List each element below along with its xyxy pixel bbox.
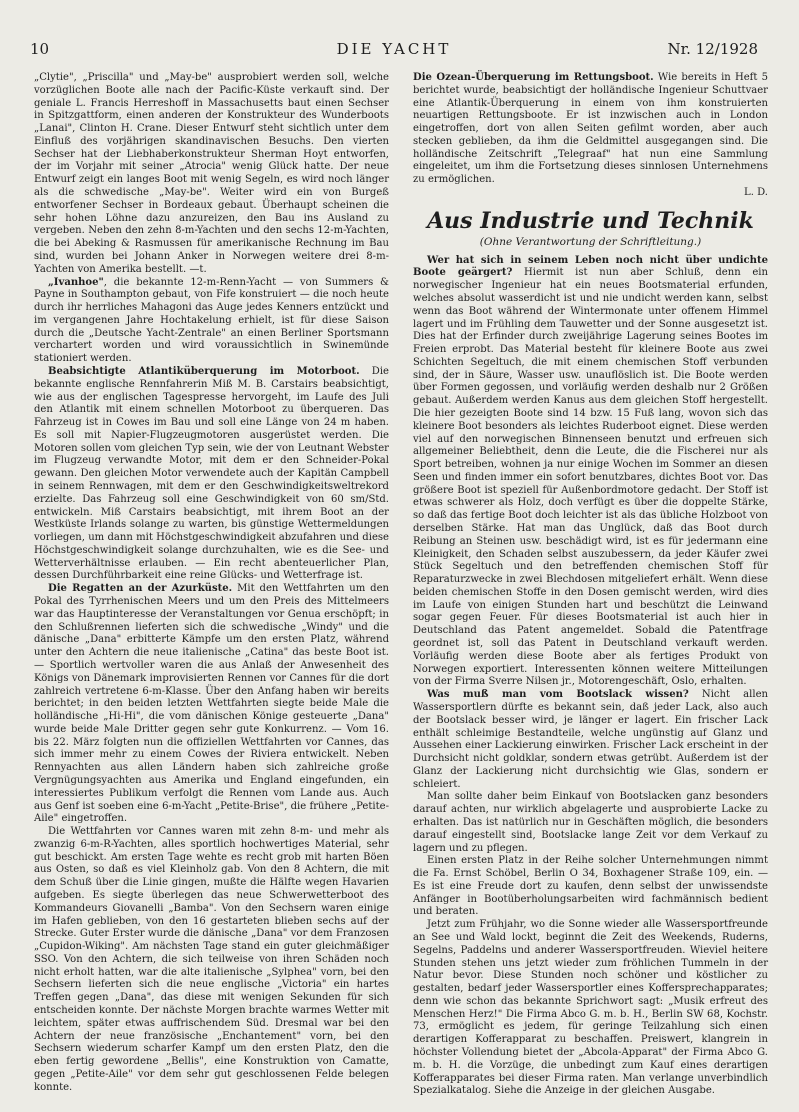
paragraph-leakproof-boats: Wer hat sich in seinem Leben noch nicht über undichte Boote geärgert? Hiermit ist nun aber Schluß, denn ein norwegischer Ingenieur hat ein neues Bootsmaterial erfunden, welches absolut wasserdicht ist und nie undicht werden kann, selbst wenn das Boot während der Wintermonate unter offenem Himmel lagert und im Frühling dem Tauwetter und der Sonne ausgesetzt ist. Dies hat der Erfinder durch zweijährige Lagerung seines Bootes im Freien erprobt. Das Material besteht für kleinere Boote aus zwei Schichten Segeltuch, die mit einem chemischen Stoff verbunden sind, der in Säure, Wasser usw. unauflöslich ist. Die Boote werden über Formen gegossen, und vorläufig werden deshalb nur 2 Größen gebaut. Außerdem werden Kanus aus dem gleichen Stoff hergestellt. Die hier gezeigten Boote sind 14 bzw. 15 Fuß lang, wovon sich das kleinere Boot besonders als leichtes Ruderboot eignet. Diese werden viel auf den norwegischen Binnenseen benutzt und erfreuen sich allgemeiner Beliebtheit, denn die Leute, die die Fischerei nur als Sport betreiben, wohnen ja nur einige Wochen im Sommer an diesen Seen und finden immer ein sofort benutzbares, dichtes Boot vor. Das größere Boot ist speziell für Außenbordmotore gedacht. Der Stoff ist etwas schwerer als Holz, doch verfügt es über die doppelte Stärke, so daß das fertige Boot doch leichter ist als das übliche Holzboot von derselben Stärke. Hat man das Unglück, daß das Boot durch Reibung an Steinen usw. beschädigt wird, ist es für jedermann eine Kleinigkeit, den Schaden selbst auszubessern, da jeder Käufer zwei Stück Segeltuch und den betreffenden chemischen Stoff für Reparaturzwecke in zwei Blechdosen mitgeliefert erhält. Wenn diese beiden chemischen Stoffe in den Dosen gemischt werden, wird dies im Laufe von einigen Stunden hart und beschützt die Leinwand sogar gegen Feuer. Für dieses Bootsmaterial ist auch hier in Deutschland das Patent angemeldet. Sobald die Patentfrage geordnet ist, soll das Patent in Deutschland verkauft werden. Vorläufig werden diese Boote aber als fertiges Produkt von Norwegen exportiert. Interessenten können weitere Mitteilungen von der Firma Sverre Nilsen jr., Motorengeschäft, Oslo, erhalten.	[413, 254, 768, 688]
paragraph-lifeboat-crossing: Die Ozean-Überquerung im Rettungsboot. Wie bereits in Heft 5 berichtet wurde, beabsichtigt der holländische Ingenieur Schuttvaer eine Atlantik-Überquerung in einem von ihm konstruierten neuartigen Rettungsboote. Er ist inzwischen auch in London eingetroffen, dort von allen Seiten gefilmt worden, aber auch stecken geblieben, da ihm die Geldmittel ausgegangen sind. Die holländische Zeitschrift „Telegraaf" hat nun eine Sammlung eingeleitet, um ihm die Fortsetzung dieses sinnlosen Unternehmens zu ermöglichen.	[413, 72, 768, 186]
page-number: 10	[30, 40, 50, 58]
page-header	[30, 40, 758, 62]
paragraph-cannes-races: Die Wettfahrten vor Cannes waren mit zehn 8-m- und mehr als zwanzig 6-m-R-Yachten, alles sportlich hochwertiges Material, sehr gut beschickt. Am ersten Tage wehte es recht grob mit harten Böen aus Osten, so daß es viel Kleinholz gab. Von den 8 Achtern, die mit dem Schuß über die Linie gingen, mußte die Hälfte wegen Havarien aufgeben. Es siegte überlegen das neue Schwerwetterboot des Kommandeurs Giovanelli „Bamba". Von den Sechsern waren einige im Hafen geblieben, von den 16 gestarteten blieben sechs auf der Strecke. Guter Erster wurde die dänische „Dana" vor dem Franzosen „Cupidon-Wiking". Am nächsten Tage stand ein guter gleichmäßiger SSO. Von den Achtern, die sich teilweise von ihren Schäden noch nicht erholt hatten, war die alte italienische „Sylphea" vorn, bei den Sechsern lieferten sich die neue englische „Victoria" ein hartes Treffen gegen „Dana", das diese mit wenigen Sekunden für sich entscheiden konnte. Der nächste Morgen brachte warmes Wetter mit leichtem, später etwas auffrischendem Süd. Dresmal war bei den Achtern der neue französische „Enchantement" vorn, bei den Sechsern wiederum scharfer Kampf um den ersten Platz, den die eben fertig gewordene „Bellis", eine Konstruktion von Camatte, gegen „Petite-Aile" vor dem sehr gut geschlossenen Felde belegen konnte.	[34, 826, 389, 1093]
section-heading: Aus Industrie und Technik	[427, 207, 754, 234]
paragraph-atlantic-motorboat: Beabsichtigte Atlantiküberquerung im Motorboot. Die bekannte englische Rennfahrerin Miß M. B. Carstairs beabsichtigt, wie aus der englischen Tagespresse hervorgeht, im Laufe des Juli den Atlantik mit einem schnellen Motorboot zu überqueren. Das Fahrzeug ist in Cowes im Bau und soll eine Länge von 24 m haben. Es soll mit Napier-Flugzeugmotoren ausgerüstet werden. Die Motoren sollen vom gleichen Typ sein, wie der von Leutnant Webster im Flugzeug verwandte Motor, mit dem er den Schneider-Pokal gewann. Den gleichen Motor verwendete auch der Kapitän Campbell in seinem Rennwagen, mit dem er den Geschwindigkeitsweltrekord erzielte. Das Fahrzeug soll eine Geschwindigkeit von 60 sm/Std. entwickeln. Miß Carstairs beabsichtigt, mit ihrem Boot an der Westküste Irlands solange zu warten, bis günstige Wettermeldungen vorliegen, um dann mit Höchstgeschwindigkeit abzufahren und diese Höchstgeschwindigkeit solange durchzuhalten, wie es die See- und Wetterverhältnisse erlauben. — Ein recht abenteuerlicher Plan, dessen Durchführbarkeit eine reine Glücks- und Wetterfrage ist.	[34, 365, 389, 582]
right-column	[413, 72, 768, 1098]
paragraph-azure-coast-regattas: Die Regatten an der Azurküste. Mit den Wettfahrten um den Pokal des Tyrrhenischen Meers und um den Preis des Mittelmeers war das Hauptinteresse der Veranstaltungen vor Genua erschöpft; in den Schlußrennen lieferten sich die schwedische „Windy" und die dänische „Dana" erbitterte Kämpfe um den ersten Platz, während unter den Achtern die neue italienische „Catina" das beste Boot ist. — Sportlich wertvoller waren die aus Anlaß der Anwesenheit des Königs von Dänemark improvisierten Rennen vor Cannes für die dort zahlreich vertretene 6-m-Klasse. Über den Anfang haben wir bereits berichtet; in den beiden letzten Wettfahrten siegte beide Male die holländische „Hi-Hi", die vom dänischen Könige gesteuerte „Dana" wurde beide Male Dritter gegen sehr gute Konkurrenz. — Vom 16. bis 22. März folgten nun die offiziellen Wettfahrten vor Cannes, das sich immer mehr zu einem Cowes der Riviera entwickelt. Neben Rennyachten aus allen Ländern haben sich zahlreiche große Vergnügungsyachten aus Amerika und England eingefunden, ein interessiertes Publikum verfolgt die Rennen vom Lande aus. Auch aus Genf ist soeben eine 6-m-Yacht „Petite-Brise", die frühere „Petite-Aile" eingetroffen.	[34, 583, 389, 825]
paragraph-lacquer-purchase: Man sollte daher beim Einkauf von Bootslacken ganz besonders darauf achten, nur wirklich abgelagerte und ausprobierte Lacke zu erhalten. Das ist natürlich nur in Geschäften möglich, die besonders darauf eingestellt sind, Bootslacke lange Zeit vor dem Verkauf zu lagern und zu pflegen.	[413, 791, 768, 854]
paragraph-boat-lacquer: Was muß man vom Bootslack wissen? Nicht allen Wassersportlern dürfte es bekannt sein, daß jeder Lack, also auch der Bootslack besser wird, je länger er lagert. Ein frischer Lack enthält schleimige Bestandteile, welche ungünstig auf Glanz und Aussehen einer Lackierung einwirken. Frischer Lack erscheint in der Durchsicht nicht goldklar, sondern etwas getrübt. Außerdem ist der Glanz der Lackierung nicht durchsichtig wie Glas, sondern er schleiert.	[413, 689, 768, 790]
magazine-title: DIE YACHT	[336, 40, 452, 58]
section-subheading: (Ohne Verantwortung der Schriftleitung.)	[479, 235, 702, 248]
author-signature: L. D.	[744, 187, 768, 199]
left-column	[34, 72, 389, 1095]
issue-number: Nr. 12/1928	[667, 40, 758, 58]
paragraph-schoebel-firm: Einen ersten Platz in der Reihe solcher Unternehmungen nimmt die Fa. Ernst Schöbel, Berlin O 34, Boxhagener Straße 109, ein. — Es ist eine Freude dort zu kaufen, denn selbst der unwissendste Anfänger in Bootüberholungsarbeiten wird fachmännisch bedient und beraten.	[413, 855, 768, 918]
paragraph-abco-gramophone: Jetzt zum Frühjahr, wo die Sonne wieder alle Wassersportfreunde an See und Wald lockt, beginnt die Zeit des Weekends, Ruderns, Segelns, Paddelns und anderer Wassersportfreuden. Wieviel heitere Stunden stehen uns jetzt wieder zum fröhlichen Tummeln in der Natur bevor. Diese Stunden noch schöner und köstlicher zu gestalten, bedarf jeder Wassersportler eines Koffersprechapparates; denn wie schon das bekannte Sprichwort sagt: „Musik erfreut des Menschen Herz!" Die Firma Abco G. m. b. H., Berlin SW 68, Kochstr. 73, ermöglicht es jedem, für geringe Teilzahlung sich einen derartigen Kofferapparat zu beschaffen. Preiswert, klangrein in höchster Vollendung bietet der „Abcola-Apparat" der Firma Abco G. m. b. H. die Vorzüge, die unbedingt zum Kauf eines derartigen Kofferapparates bei dieser Firma raten. Man verlange unverbindlich Spezialkatalog. Siehe die Anzeige in der gleichen Ausgabe.	[413, 919, 768, 1097]
paragraph-ivanhoe: „Ivanhoe", die bekannte 12-m-Renn-Yacht — von Summers & Payne in Southampton gebaut, von Fife konstruiert — die noch heute durch ihr herrliches Mahagoni das Auge jedes Kenners entzückt und im vergangenen Jahre Hochtakelung erhielt, ist für diese Saison durch die „Deutsche Yacht-Zentrale" an einen Berliner Sportsmann verchartert worden und wird voraussichtlich in Swinemünde stationiert werden.	[34, 276, 389, 365]
paragraph-6m-yachts: „Clytie", „Priscilla" und „May-be" ausprobiert werden soll, welche vorzüglichen Boote alle nach der Pacific-Küste verkauft sind. Der geniale L. Francis Herreshoff in Massachusetts baut einen Sechser in Spitzgattform, einen anderen der Konstrukteur des Wunderboots „Lanai", Clinton H. Crane. Dieser Entwurf steht sichtlich unter dem Einfluß des vorjährigen skandinavischen Besuchs. Den vierten Sechser hat der Liebhaberkonstrukteur Sherman Hoyt entworfen, der im Vorjahr mit seiner „Atrocia" wenig Glück hatte. Der neue Entwurf zeigt ein langes Boot mit wenig Segeln, es wird noch länger als die schwedische „May-be". Weiter wird ein von Burgeß entworfener Sechser in Bordeaux gebaut. Überhaupt scheinen die sehr hohen Löhne dazu anzureizen, den Bau ins Ausland zu vergeben. Neben den zehn 8-m-Yachten und den sechs 12-m-Yachten, die bei Abeking & Rasmussen für amerikanische Rechnung im Bau sind, wurden bei Johann Anker in Norwegen weitere drei 8-m-Yachten von Amerika bestellt. —t.	[34, 72, 389, 275]
